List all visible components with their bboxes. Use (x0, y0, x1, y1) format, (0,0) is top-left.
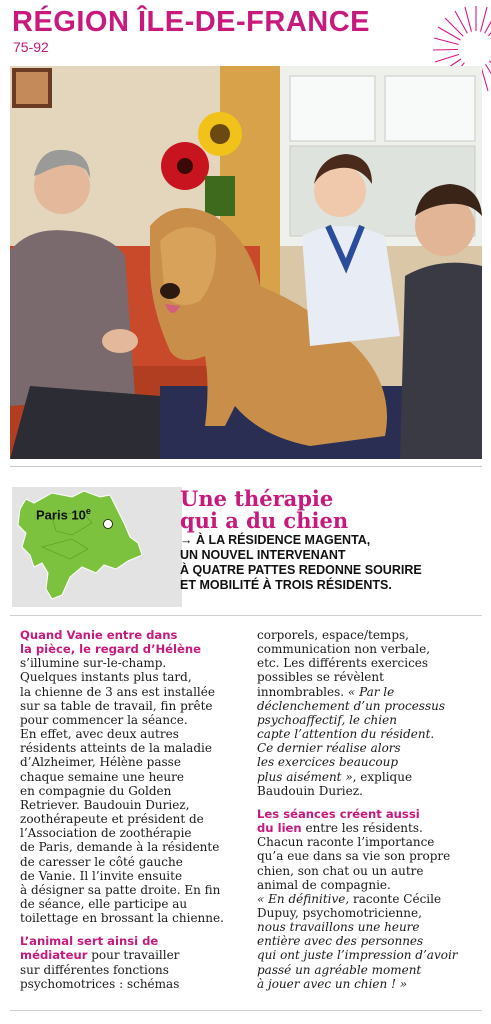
text-line: Quelques instants plus tard, (20, 670, 192, 685)
text-line: sur sa table de travail, fin prête (20, 698, 213, 713)
body-column-right (257, 628, 485, 991)
text-line: psychomotrices : schémas (20, 976, 180, 991)
text-line: de Paris, demande à la résidente (20, 840, 220, 855)
article-title (180, 488, 348, 532)
text-line: s’illumine sur-le-champ. (20, 656, 167, 671)
text-line: l’Association de zoothérapie (20, 826, 192, 841)
title-line: Une thérapie (180, 486, 334, 511)
text-fragment: entre les résidents. (301, 821, 423, 836)
quote-fragment: plus aisément » (257, 769, 353, 784)
quote-fragment: « En définitive, (257, 891, 350, 906)
text-line: etc. Les différents exercices (257, 656, 429, 671)
body-column-left (20, 628, 248, 991)
lead-in-line: Quand Vanie entre dans (20, 628, 178, 642)
text-line: zoothérapeute et président de (20, 812, 204, 827)
quote-line: psychoaffectif, le chien (257, 712, 397, 727)
text-line: résidents atteints de la maladie (20, 741, 212, 756)
text-line: chien, son chat ou un autre (257, 863, 424, 878)
lead-in-line: la pièce, le regard d’Hélène (20, 642, 201, 657)
map-label: Paris 10e (36, 506, 91, 523)
lead-line: ET MOBILITÉ À TROIS RÉSIDENTS. (180, 578, 392, 592)
text-line: Retriever. Baudouin Duriez, (20, 797, 190, 812)
lead-in-line: Les séances créent aussi (257, 806, 420, 821)
text-line: la chienne de 3 ans est installée (20, 684, 215, 699)
bottom-rule (10, 1010, 482, 1011)
text-line: d’Alzheimer, Hélène passe (20, 755, 181, 770)
text-line: de séance, elle participe au (20, 896, 188, 911)
text-fragment: , explique (352, 769, 413, 784)
quote-line: déclenchement d’un processus (257, 698, 446, 713)
text-fragment: raconte Cécile (349, 891, 442, 906)
lead-in-line: L’animal sert ainsi de (20, 934, 159, 949)
quote-line: les exercices beaucoup (257, 755, 398, 770)
text-line: sur différentes fonctions (20, 962, 169, 977)
page-header (0, 0, 491, 64)
lead-line: À QUATRE PATTES REDONNE SOURIRE (180, 563, 422, 577)
quote-line: passé un agréable moment (257, 962, 422, 977)
quote-line: à jouer avec un chien ! » (257, 976, 408, 991)
text-line: En effet, avec deux autres (20, 727, 179, 742)
quote-line: entière avec des personnes (257, 934, 424, 949)
text-fragment: innombrables. (257, 684, 345, 699)
text-line: en compagnie du Golden (20, 783, 172, 798)
title-line: qui a du chien (180, 508, 349, 533)
text-fragment: pour travailler (87, 948, 180, 963)
text-line: corporels, espace/temps, (257, 628, 409, 642)
map-paris-10 (12, 487, 182, 607)
text-line: Baudouin Duriez. (257, 783, 363, 798)
text-line: animal de compagnie. (257, 877, 391, 892)
photo-residents-with-dog-icon (10, 66, 482, 459)
text-line: chaque semaine une heure (20, 769, 184, 784)
article-photo (10, 66, 482, 459)
article-lead (180, 533, 480, 593)
lead-in-word: médiateur (20, 948, 88, 963)
text-line: à désigner sa patte droite. En fin (20, 882, 221, 897)
text-line: toilettage en brossant la chienne. (20, 911, 224, 926)
text-line: possibles se révèlent (257, 670, 384, 685)
text-line: qu’a eue dans sa vie son propre (257, 849, 451, 864)
text-line: Chacun raconte l’importance (257, 835, 435, 850)
region-codes: 75-92 (13, 39, 49, 55)
quote-line: qui ont juste l’impression d’avoir (257, 948, 458, 963)
quote-fragment: « Par le (347, 684, 395, 699)
lead-in-word: du lien (257, 821, 302, 836)
quote-line: nous travaillons une heure (257, 920, 420, 935)
text-line: de caresser le côté gauche (20, 854, 183, 869)
map-icon (12, 487, 182, 607)
quote-line: Ce dernier réalise alors (257, 741, 401, 756)
text-line: communication non verbale, (257, 642, 431, 657)
lead-line: UN NOUVEL INTERVENANT (180, 548, 346, 562)
quote-line: capte l’attention du résident. (257, 727, 435, 742)
text-line: de Vanie. Il l’invite ensuite (20, 868, 183, 883)
text-line: Dupuy, psychomotricienne, (257, 905, 422, 920)
text-line: pour commencer la séance. (20, 712, 188, 727)
lead-line: → À LA RÉSIDENCE MAGENTA, (180, 533, 371, 547)
region-title: RÉGION ÎLE-DE-FRANCE (12, 6, 370, 38)
